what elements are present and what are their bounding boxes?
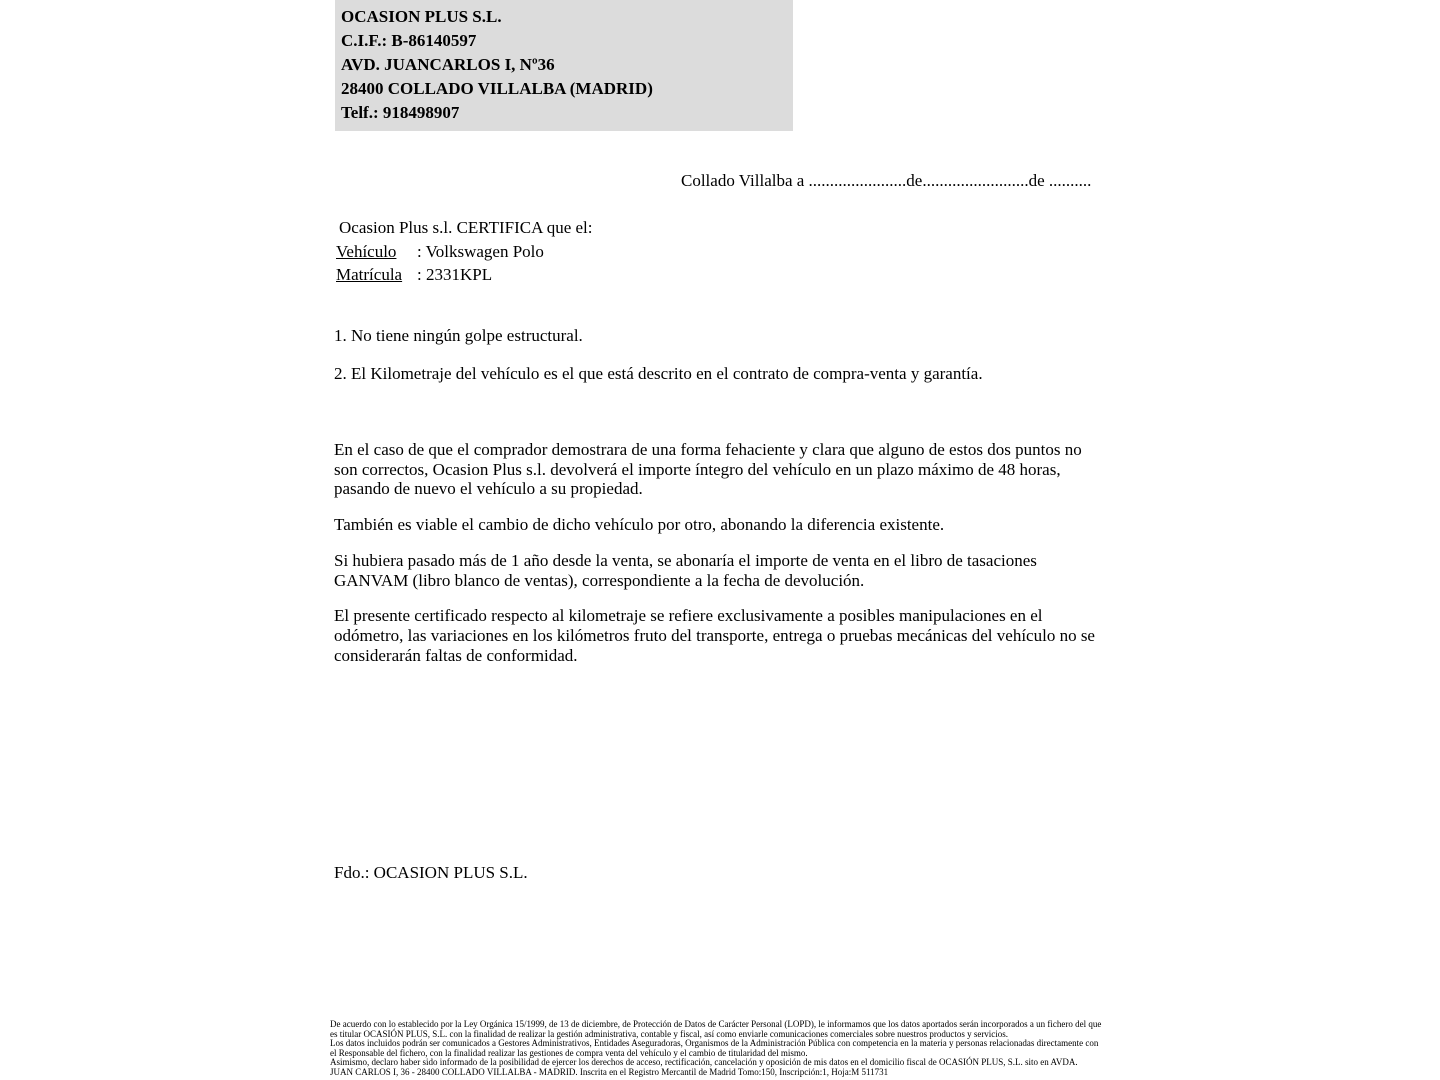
company-cif: C.I.F.: B-86140597 bbox=[341, 31, 477, 50]
company-phone: Telf.: 918498907 bbox=[341, 103, 460, 122]
company-city: 28400 COLLADO VILLALBA (MADRID) bbox=[341, 79, 653, 98]
body-paragraph-4: El presente certificado respecto al kilometraje se refiere exclusivamente a posibles manipulaciones en el odómetro, las variaciones en los kilómetros fruto del transporte, entrega o pruebas mecánicas del vehículo no se considerarán faltas de conformidad. bbox=[334, 606, 1095, 665]
certify-intro: Ocasion Plus s.l. CERTIFICA que el: bbox=[339, 218, 593, 237]
signature-line: Fdo.: OCASION PLUS S.L. bbox=[334, 863, 528, 882]
plate-label: Matrícula bbox=[336, 265, 403, 284]
company-name: OCASION PLUS S.L. bbox=[341, 7, 502, 26]
point-1: 1. No tiene ningún golpe estructural. bbox=[334, 326, 583, 345]
body-paragraph-1: En el caso de que el comprador demostrara de una forma fehaciente y clara que alguno de estos dos puntos no son correctos, Ocasion Plus s.l. devolverá el importe íntegro del vehículo en un plazo máximo de 48 horas, pasando de nuevo el vehículo a su propiedad. bbox=[334, 440, 1082, 499]
body-paragraph-2: También es viable el cambio de dicho vehículo por otro, abonando la diferencia existente. bbox=[334, 515, 945, 535]
certify-block bbox=[336, 216, 593, 286]
plate-value: : 2331KPL bbox=[417, 265, 493, 284]
body-text bbox=[334, 440, 1096, 681]
points-list bbox=[334, 326, 1096, 402]
company-header bbox=[335, 0, 793, 131]
footer-paragraph-3: Asimismo, declaro haber sido informado de la posibilidad de ejercer los derechos de acceso, rectificación, cancelación y oposición de mis datos en el domicilio fiscal de OCASIÓN PLUS, S.L. sito en AVDA. JUAN CARLOS I, 36 - 28400 COLLADO VILLALBA - MADRID. Inscrita en el Registro Mercantil de Madrid Tomo:150, Inscripción:1, Hoja:M 511731 bbox=[330, 1057, 1078, 1077]
point-2: 2. El Kilometraje del vehículo es el que está descrito en el contrato de compra-venta y garantía. bbox=[334, 364, 983, 383]
vehicle-row bbox=[336, 240, 593, 263]
company-address: AVD. JUANCARLOS I, Nº36 bbox=[341, 55, 555, 74]
body-paragraph-3: Si hubiera pasado más de 1 año desde la venta, se abonaría el importe de venta en el libro de tasaciones GANVAM (libro blanco de ventas), correspondiente a la fecha de devolución. bbox=[334, 550, 1037, 590]
footer-paragraph-1: De acuerdo con lo establecido por la Ley Orgánica 15/1999, de 13 de diciembre, de Protección de Datos de Carácter Personal (LOPD), le informamos que los datos aportados serán incorporados a un fichero del que es titular OCASIÓN PLUS, S.L. con la finalidad de realizar la gestión administrativa, contable y fiscal, así como enviarle comunicaciones comerciales sobre nuestros productos y servicios. bbox=[330, 1019, 1102, 1039]
vehicle-value: : Volkswagen Polo bbox=[417, 242, 544, 261]
legal-footer bbox=[330, 1020, 1102, 1078]
plate-row bbox=[336, 263, 593, 286]
vehicle-label: Vehículo bbox=[336, 242, 397, 261]
date-line: Collado Villalba a .......................de.........................de .......... bbox=[681, 171, 1092, 190]
footer-paragraph-2: Los datos incluidos podrán ser comunicados a Gestores Administrativos, Entidades Aseguradoras, Organismos de la Administración Pública con competencia en la materia y personas relacionadas directamente con el Responsable del fichero, con la finalidad realizar las gestiones de compra venta del vehículo y el cambio de titularidad del mismo. bbox=[330, 1038, 1099, 1058]
